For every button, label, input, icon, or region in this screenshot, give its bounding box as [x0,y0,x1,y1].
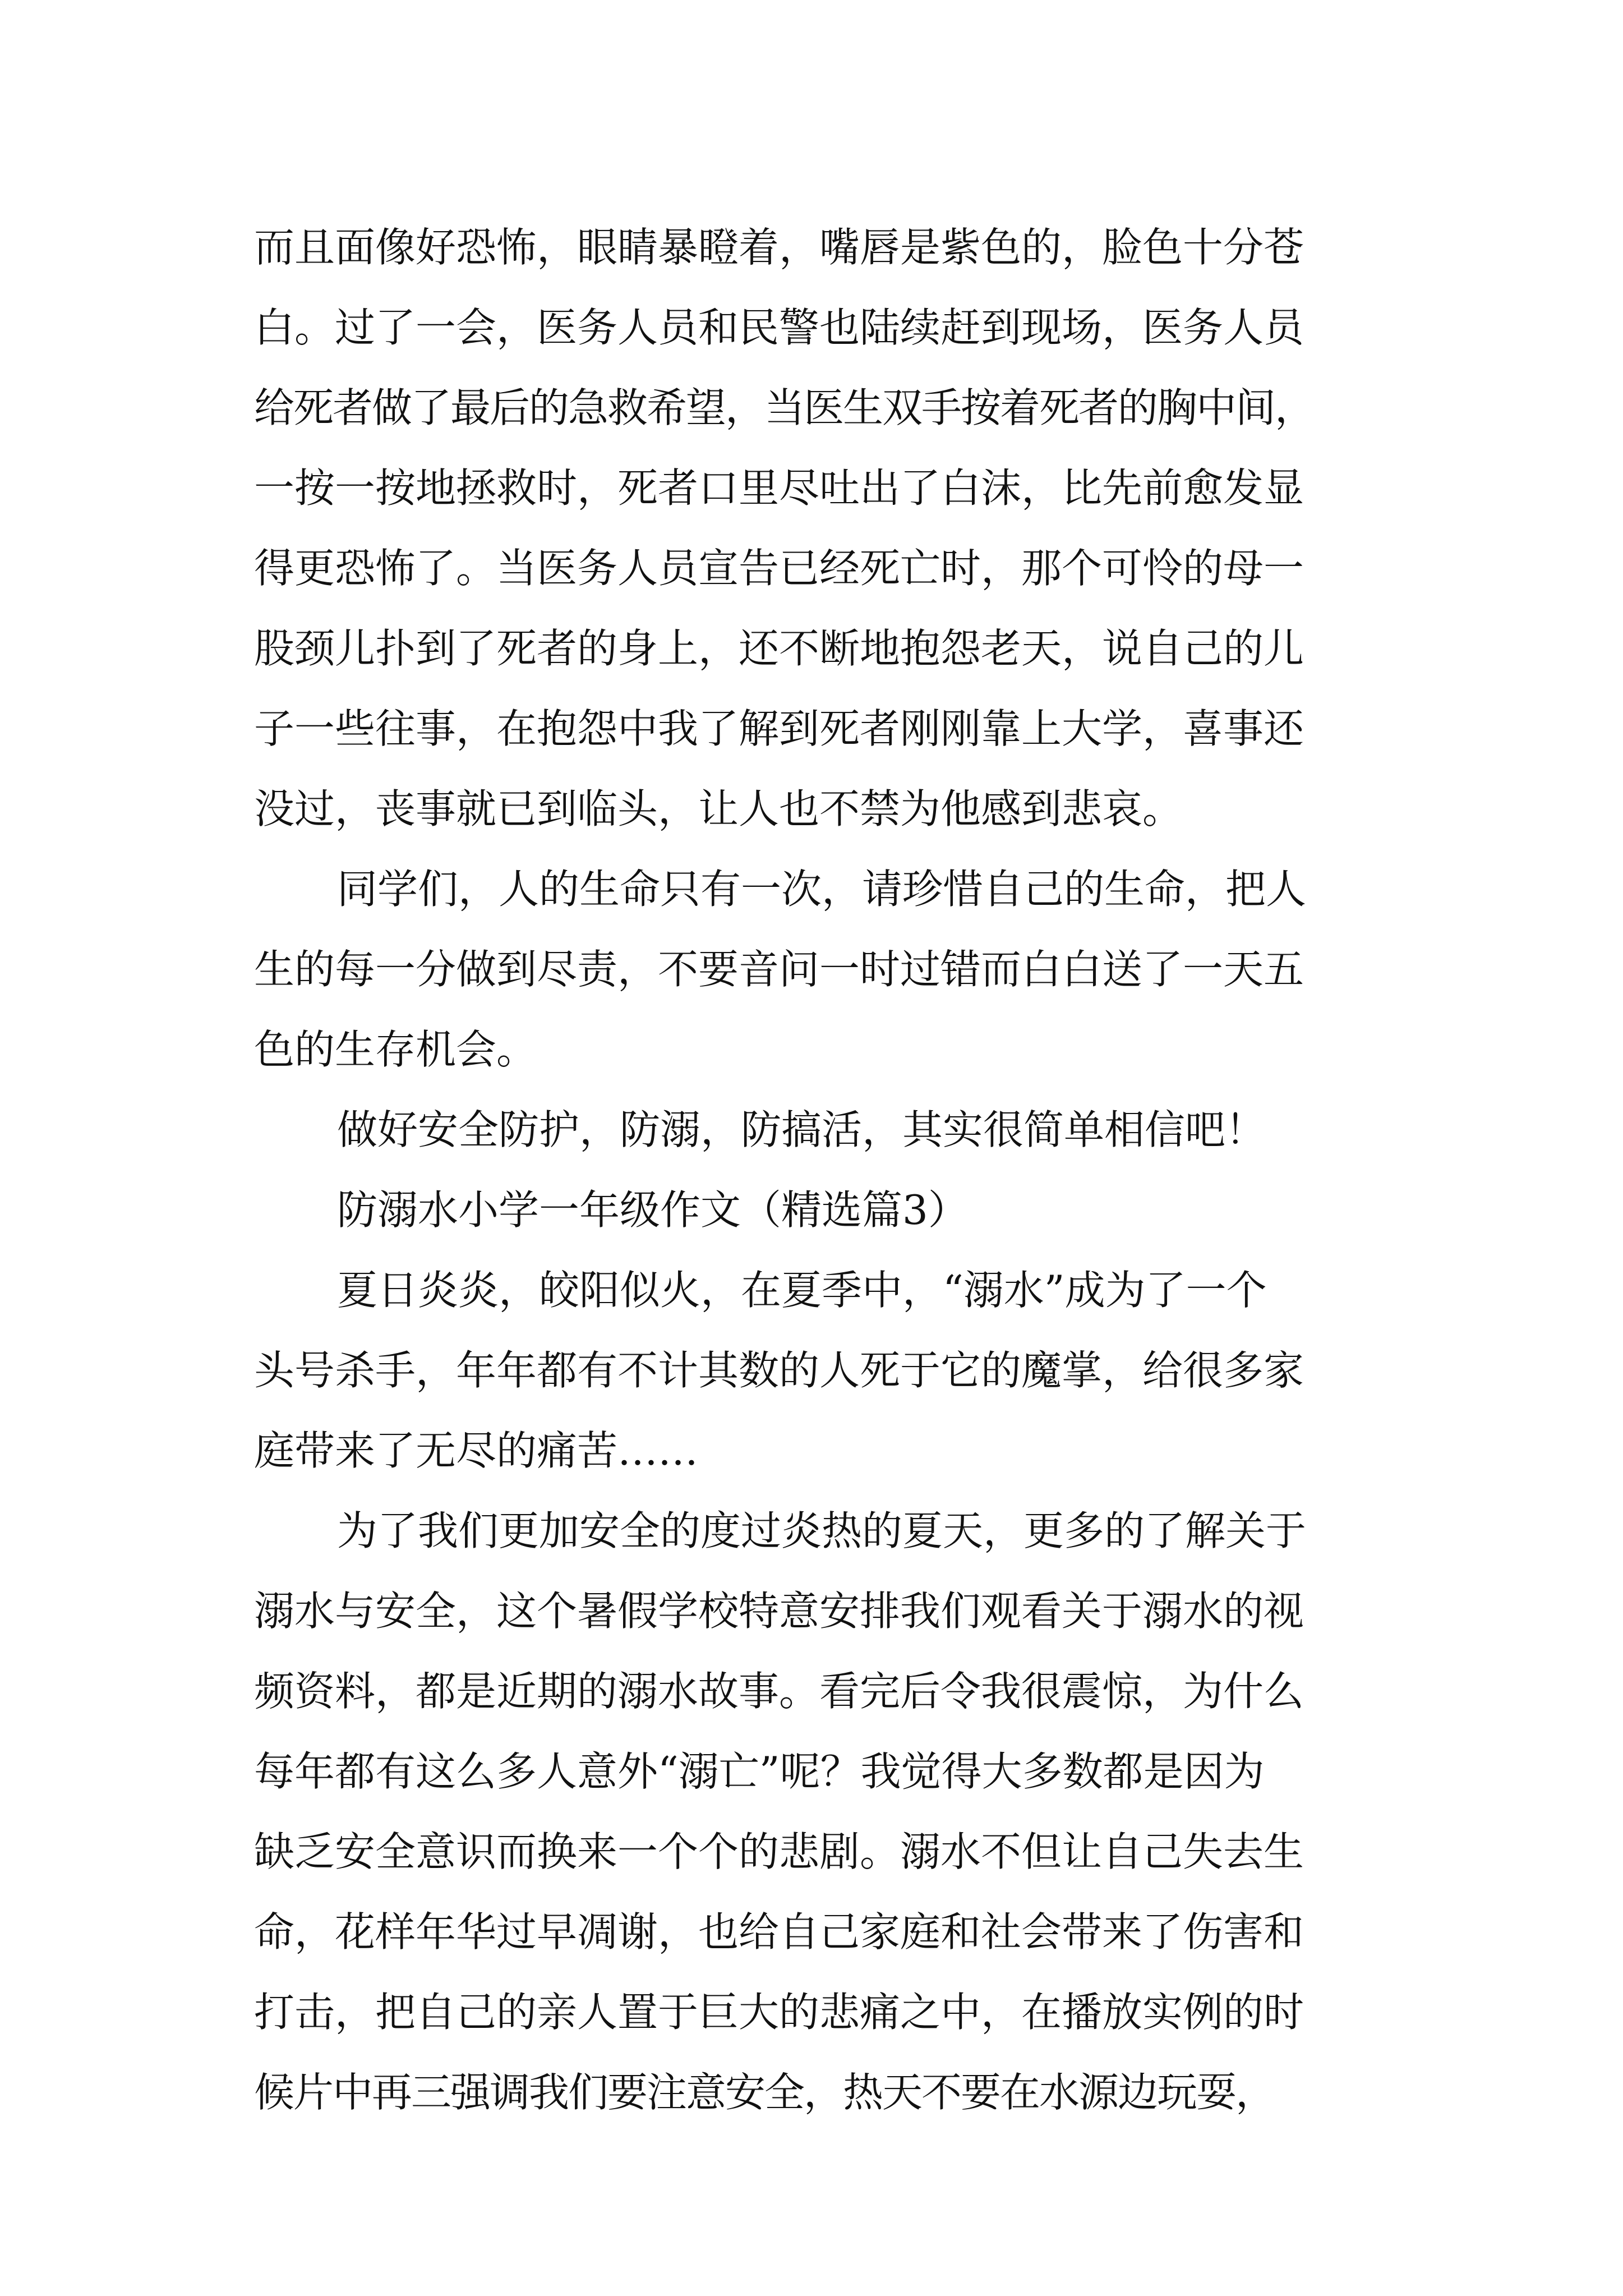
text-line: 命，花样年华过早凋谢，也给自己家庭和社会带来了伤害和 [254,1908,1304,1955]
paragraph-start-line: 同学们，人的生命只有一次，请珍惜自己的生命，把人 [337,866,1307,913]
section-heading: 防溺水小学一年级作文（精选篇3） [337,1186,969,1234]
text-line: 而且面像好恐怖，眼睛暴瞪着，嘴唇是紫色的，脸色十分苍 [254,224,1304,271]
text-line: 频资料，都是近期的溺水故事。看完后令我很震惊，为什么 [254,1668,1304,1715]
text-line: 打击，把自己的亲人置于巨大的悲痛之中，在播放实例的时 [254,1989,1304,2036]
text-line: 白。过了一会，医务人员和民警也陆续赶到现场，医务人员 [254,304,1304,351]
text-line: 没过，丧事就已到临头，让人也不禁为他感到悲哀。 [254,785,1183,832]
text-line: 子一些往事，在抱怨中我了解到死者刚刚靠上大学，喜事还 [254,705,1304,752]
text-line: 缺乏安全意识而换来一个个的悲剧。溺水不但让自己失去生 [254,1828,1304,1875]
text-line: 生的每一分做到尽责，不要音问一时过错而白白送了一天五 [254,946,1304,993]
text-line: 庭带来了无尽的痛苦…… [254,1427,699,1474]
paragraph-start-line: 为了我们更加安全的度过炎热的夏天，更多的了解关于 [337,1507,1307,1554]
text-line: 溺水与安全，这个暑假学校特意安排我们观看关于溺水的视 [254,1588,1304,1635]
paragraph-start-line: 做好安全防护，防溺，防搞活，其实很简单相信吧！ [337,1106,1266,1153]
text-line: 给死者做了最后的急救希望，当医生双手按着死者的胸中间， [254,384,1315,431]
text-line: 候片中再三强调我们要注意安全，热天不要在水源边玩耍， [254,2069,1275,2116]
text-line: 每年都有这么多人意外“溺亡”呢？我觉得大多数都是因为 [254,1748,1265,1795]
text-line: 得更恐怖了。当医务人员宣告已经死亡时，那个可怜的母一 [254,545,1304,592]
text-line: 一按一按地拯救时，死者口里尽吐出了白沫，比先前愈发显 [254,464,1304,512]
text-line: 股颈儿扑到了死者的身上，还不断地抱怨老天，说自己的儿 [254,625,1304,672]
document-body [254,208,1421,2133]
text-line: 头号杀手，年年都有不计其数的人死于它的魔掌，给很多家 [254,1347,1304,1394]
text-line: 色的生存机会。 [254,1026,537,1073]
paragraph-start-line: 夏日炎炎，皎阳似火，在夏季中，“溺水”成为了一个 [337,1267,1267,1314]
